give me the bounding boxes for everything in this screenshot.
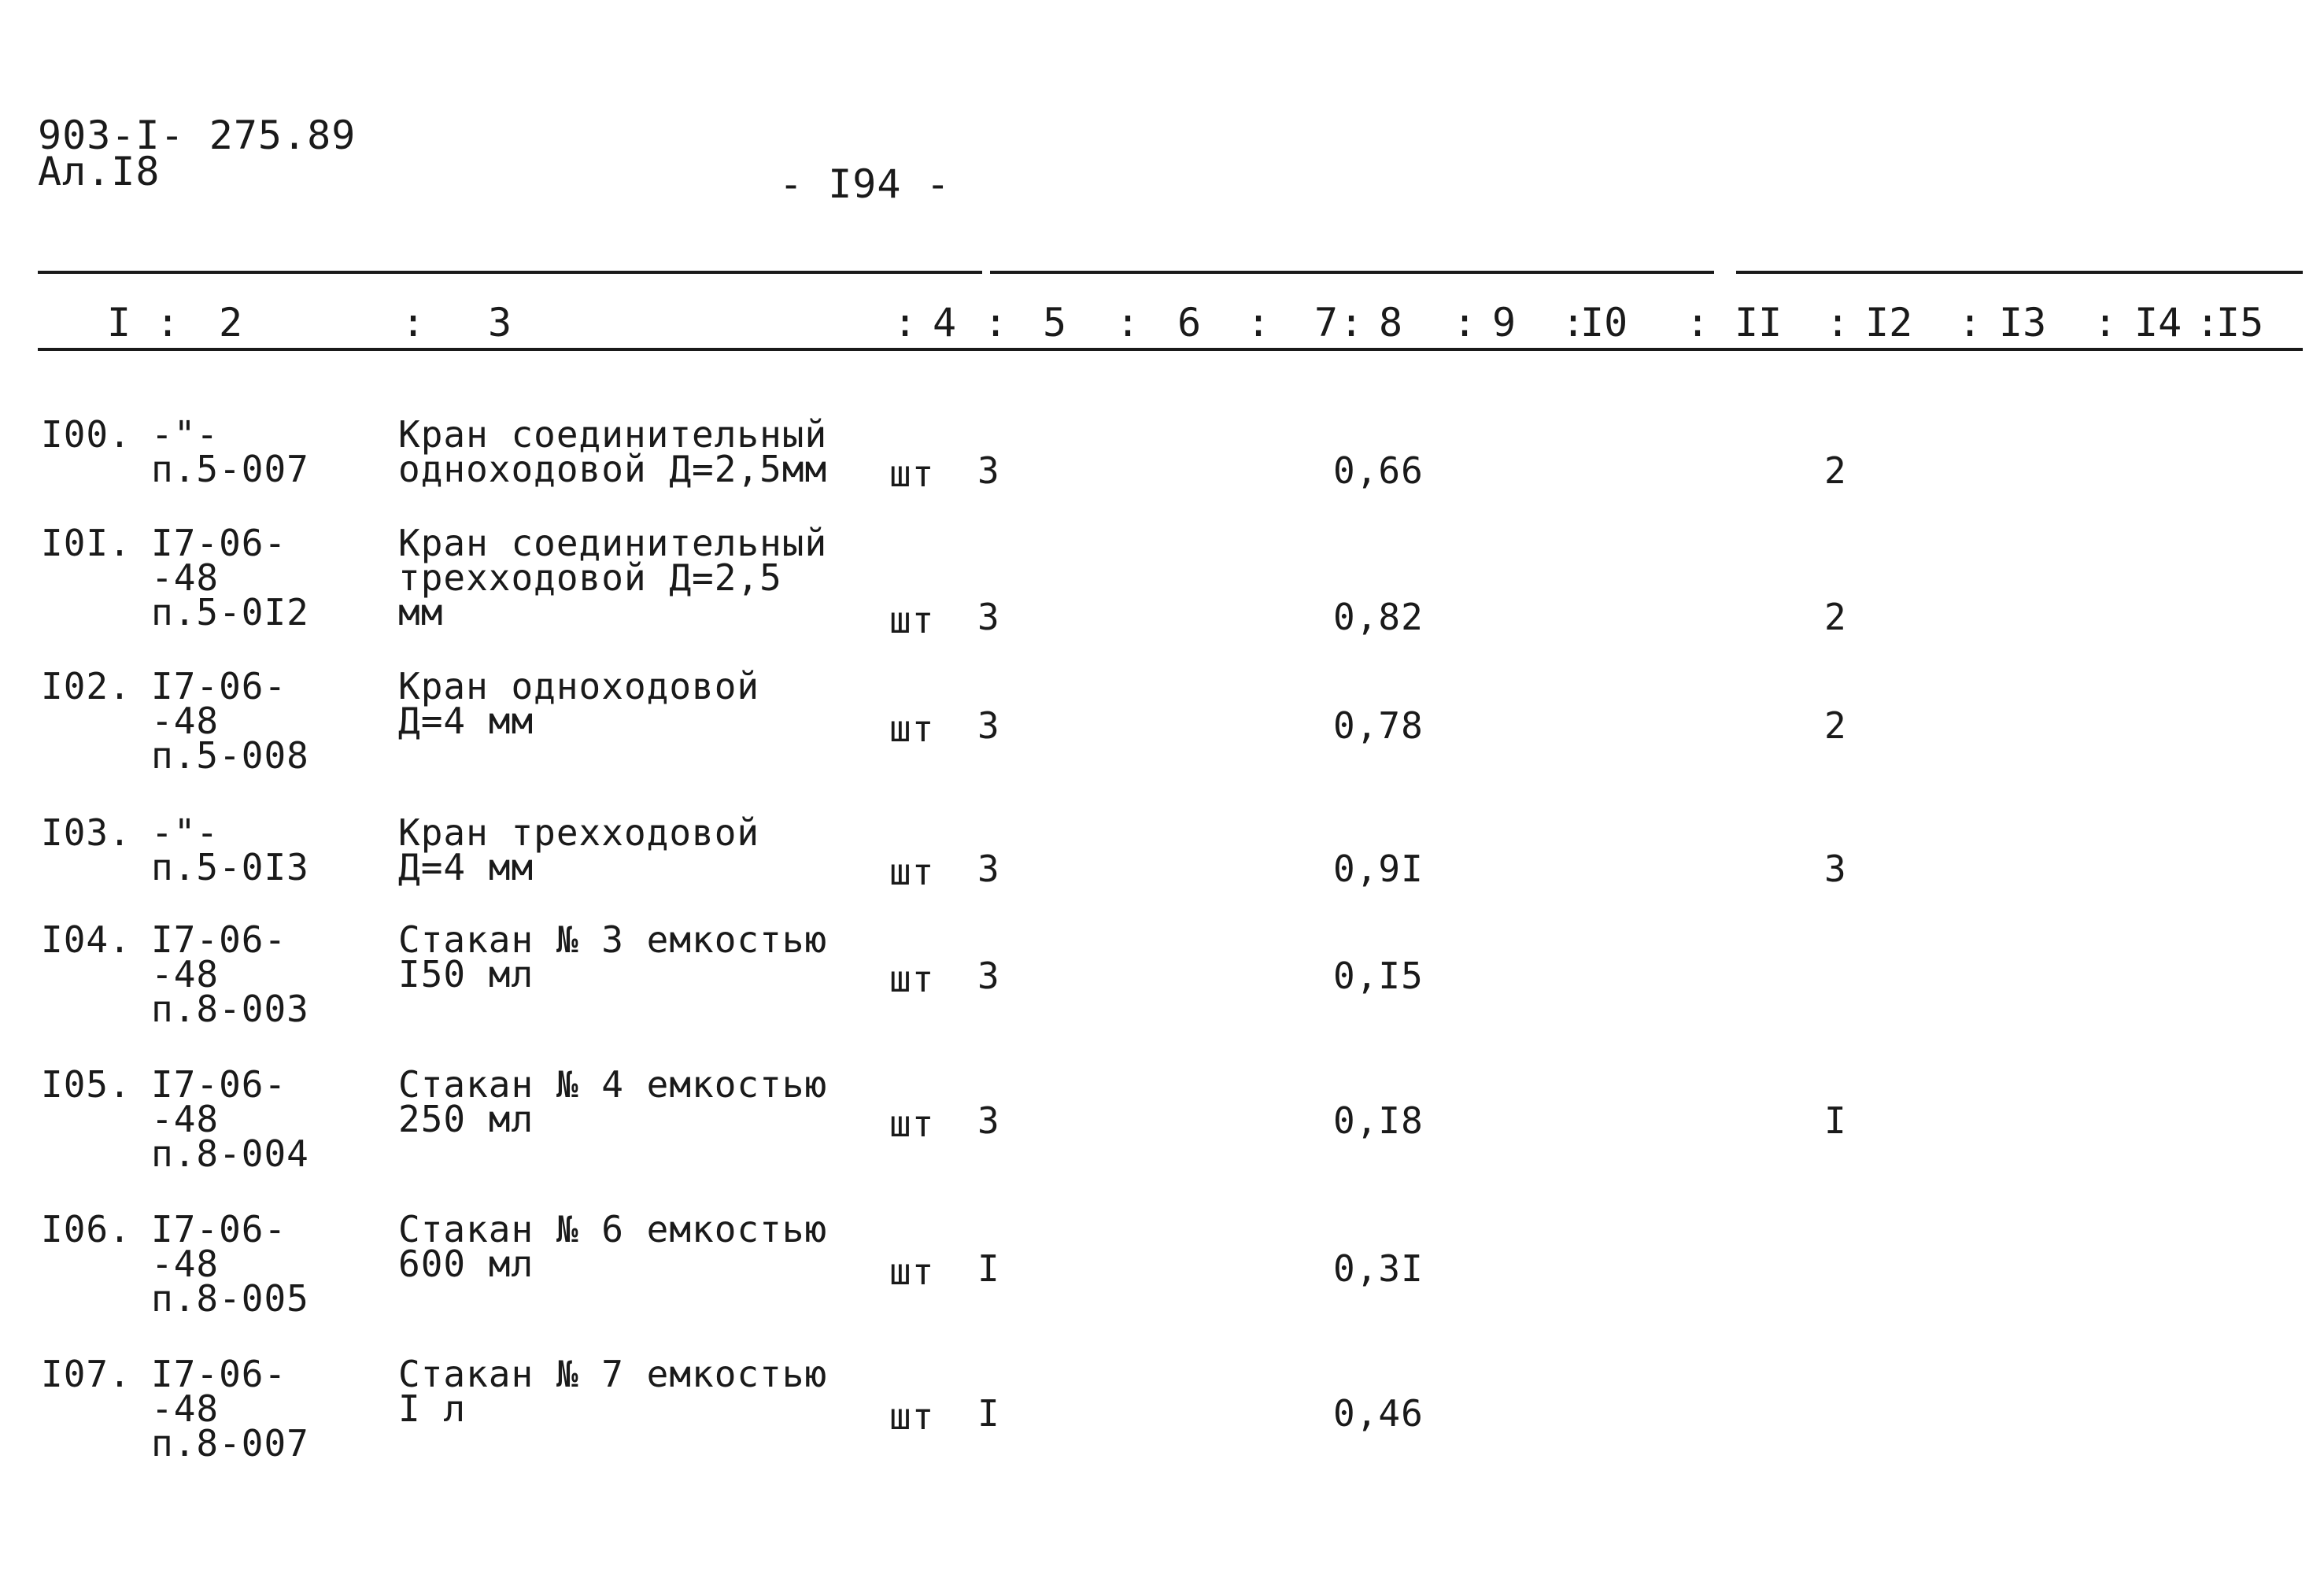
table-row — [0, 1353, 2324, 1498]
row-name: Кран одноходовой Д=4 мм — [398, 665, 760, 742]
row-quantity: 3 — [977, 596, 1000, 638]
column-header-2: 2 — [219, 300, 243, 345]
column-header-8: 8 — [1379, 300, 1403, 345]
column-separator: : — [1453, 300, 1477, 345]
column-separator: : — [1958, 300, 1982, 345]
sheet-label: Ал.I8 — [38, 149, 161, 194]
row-number: I06. — [41, 1208, 131, 1250]
header-top-rule-2 — [990, 271, 1714, 274]
header-bottom-rule — [38, 348, 2303, 351]
row-value: 0,78 — [1333, 704, 1424, 747]
row-col11-value: 2 — [1824, 596, 1847, 638]
row-name: Стакан № 7 емкостью I л — [398, 1353, 828, 1430]
column-header-14: I4 — [2134, 300, 2182, 345]
row-value: 0,9I — [1333, 848, 1424, 890]
row-code: -"- п.5-0I3 — [151, 811, 309, 888]
row-value: 0,82 — [1333, 596, 1424, 638]
table-row — [0, 918, 2324, 1064]
table-row — [0, 1063, 2324, 1209]
row-col11-value: I — [1824, 1099, 1847, 1142]
row-name: Кран трехходовой Д=4 мм — [398, 811, 760, 888]
row-number: I05. — [41, 1063, 131, 1106]
header-top-rule-1 — [38, 271, 982, 274]
row-name: Кран соединительный одноходовой Д=2,5мм — [398, 413, 828, 490]
row-unit: шт — [889, 851, 935, 893]
row-value: 0,3I — [1333, 1247, 1424, 1290]
row-code: I7-06- -48 п.5-0I2 — [151, 522, 309, 634]
column-header-1: I — [107, 300, 131, 345]
column-separator: : — [1686, 300, 1710, 345]
row-unit: шт — [889, 707, 935, 750]
row-col11-value: 3 — [1824, 848, 1847, 890]
row-code: I7-06- -48 п.8-005 — [151, 1208, 309, 1320]
row-number: I03. — [41, 811, 131, 854]
row-number: I0I. — [41, 522, 131, 564]
row-code: I7-06- -48 п.8-004 — [151, 1063, 309, 1175]
row-unit: шт — [889, 1250, 935, 1293]
row-code: I7-06- -48 п.8-003 — [151, 918, 309, 1030]
row-quantity: 3 — [977, 704, 1000, 747]
row-quantity: I — [977, 1247, 1000, 1290]
row-number: I02. — [41, 665, 131, 707]
column-separator: : — [1116, 300, 1140, 345]
page-number: - I94 - — [779, 161, 951, 207]
row-code: -"- п.5-007 — [151, 413, 309, 490]
table-row — [0, 665, 2324, 811]
row-col11-value: 2 — [1824, 704, 1847, 747]
row-name: Кран соединительный трехходовой Д=2,5 мм — [398, 522, 828, 634]
row-name: Стакан № 4 емкостью 250 мл — [398, 1063, 828, 1140]
table-row — [0, 522, 2324, 667]
row-unit: шт — [889, 958, 935, 1000]
column-separator: : — [2196, 300, 2220, 345]
row-value: 0,66 — [1333, 449, 1424, 492]
column-separator: : — [156, 300, 180, 345]
column-separator: : — [1561, 300, 1586, 345]
column-header-3: 3 — [488, 300, 512, 345]
column-separator: : — [893, 300, 918, 345]
row-number: I07. — [41, 1353, 131, 1395]
column-header-11: II — [1735, 300, 1783, 345]
row-unit: шт — [889, 453, 935, 495]
row-quantity: 3 — [977, 449, 1000, 492]
column-header-4: 4 — [933, 300, 957, 345]
column-header-7: 7 — [1314, 300, 1339, 345]
row-name: Стакан № 6 емкостью 600 мл — [398, 1208, 828, 1285]
document-code: 903-I- 275.89 — [38, 113, 357, 158]
column-header-6: 6 — [1177, 300, 1202, 345]
row-col11-value: 2 — [1824, 449, 1847, 492]
row-unit: шт — [889, 1103, 935, 1145]
column-header-9: 9 — [1492, 300, 1517, 345]
row-value: 0,I5 — [1333, 955, 1424, 997]
row-number: I04. — [41, 918, 131, 961]
column-separator: : — [1339, 300, 1364, 345]
column-header-15: I5 — [2216, 300, 2264, 345]
row-number: I00. — [41, 413, 131, 456]
column-separator: : — [2093, 300, 2118, 345]
column-separator: : — [984, 300, 1008, 345]
row-value: 0,I8 — [1333, 1099, 1424, 1142]
column-separator: : — [401, 300, 426, 345]
header-top-rule-3 — [1736, 271, 2303, 274]
column-header-13: I3 — [1999, 300, 2047, 345]
column-header-10: I0 — [1580, 300, 1628, 345]
column-separator: : — [1826, 300, 1850, 345]
row-quantity: 3 — [977, 1099, 1000, 1142]
row-value: 0,46 — [1333, 1392, 1424, 1435]
row-quantity: 3 — [977, 955, 1000, 997]
row-unit: шт — [889, 1395, 935, 1438]
table-row — [0, 1208, 2324, 1354]
row-quantity: 3 — [977, 848, 1000, 890]
row-code: I7-06- -48 п.5-008 — [151, 665, 309, 777]
row-code: I7-06- -48 п.8-007 — [151, 1353, 309, 1465]
column-separator: : — [1247, 300, 1271, 345]
column-header-12: I2 — [1865, 300, 1913, 345]
column-header-5: 5 — [1043, 300, 1067, 345]
row-unit: шт — [889, 599, 935, 641]
row-quantity: I — [977, 1392, 1000, 1435]
row-name: Стакан № 3 емкостью I50 мл — [398, 918, 828, 996]
